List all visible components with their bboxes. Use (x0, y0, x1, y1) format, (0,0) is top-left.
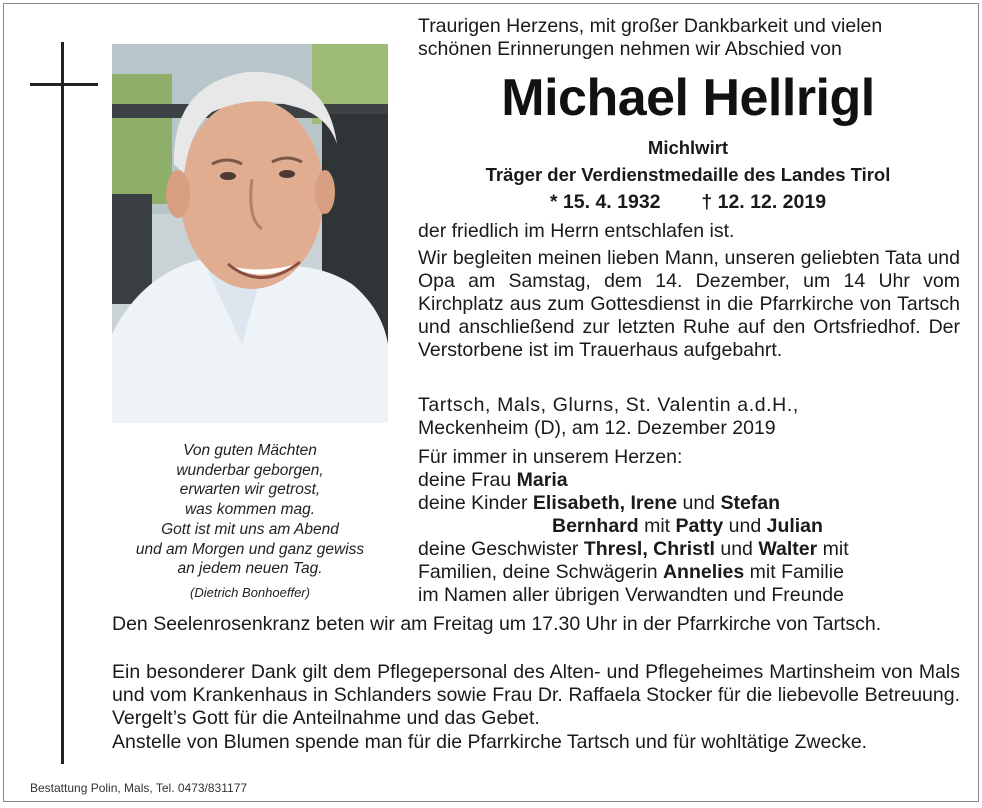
cross-icon-vertical (61, 42, 64, 764)
poem-line: erwarten wir getrost, (179, 481, 321, 499)
flowers-text: Anstelle von Blumen spende man für die Pfarrkirche Tartsch und für wohltätige Zwecke. (112, 731, 868, 753)
thanks-text: Ein besonderer Dank gilt dem Pflegepersonal des Alten- und Pflegeheimes Martinsheim von Mals und vom Krankenhaus in Schlanders sowie Frau Dr. Raffaela Stocker für die liebevolle Betreuung. Vergelt’s Gott für die Anteilnahme und das Gebet. (112, 661, 960, 729)
poem-line: und am Morgen und ganz gewiss (135, 540, 365, 558)
funeral-text: Wir begleiten meinen lieben Mann, unseren geliebten Tata und Opa am Samstag, dem 14. Dezember, um 14 Uhr vom Kirchplatz aus zum Gottesdienst in die Pfarrkirche von Tartsch und anschließend zur letzten Ruhe auf den Ortsfriedhof. Der Verstorbene ist im Trauerhaus aufgebahrt. (418, 247, 960, 361)
portrait-photo (112, 44, 388, 423)
poem-line: Gott ist mit uns am Abend (161, 520, 339, 538)
intro-line: Traurigen Herzens, mit großer Dankbarkeit und vielen (418, 15, 883, 37)
rosary-text: Den Seelenrosenkranz beten wir am Freitag um 17.30 Uhr in der Pfarrkirche von Tartsch. (112, 613, 882, 635)
family-wife: deine Frau Maria (418, 469, 568, 491)
family-children: deine Kinder Elisabeth, Irene und Stefan (418, 492, 781, 514)
family-children-2: Bernhard mit Patty und Julian (552, 515, 823, 537)
death-date: † 12. 12. 2019 (701, 191, 827, 213)
deceased-name: Michael Hellrigl (501, 69, 875, 127)
poem-line: an jedem neuen Tag. (177, 560, 323, 578)
poem-line: wunderbar geborgen, (176, 461, 324, 479)
obituary-notice (3, 3, 979, 802)
poem-line: Von guten Mächten (183, 442, 317, 459)
poem-line: was kommen mag. (184, 501, 316, 519)
family-list (418, 446, 960, 607)
place-line: Meckenheim (D), am 12. Dezember 2019 (418, 417, 776, 439)
birth-date: * 15. 4. 1932 (549, 191, 661, 213)
intro-line: schönen Erinnerungen nehmen wir Abschied von (418, 38, 842, 60)
intro-text (418, 15, 958, 61)
family-others: im Namen aller übrigen Verwandten und Freunde (418, 584, 845, 606)
poem (112, 441, 388, 603)
deceased-honor: Träger der Verdienstmedaille des Landes Tirol (485, 164, 891, 185)
family-siblings: deine Geschwister Thresl, Christl und Walter mit (418, 538, 849, 560)
poem-source: (Dietrich Bonhoeffer) (190, 584, 310, 600)
cross-icon-horizontal (30, 83, 98, 86)
peaceful-text: der friedlich im Herrn entschlafen ist. (418, 220, 735, 242)
place-line: Tartsch, Mals, Glurns, St. Valentin a.d.H., (418, 394, 799, 416)
place-date (418, 394, 960, 440)
life-dates (418, 190, 958, 214)
undertaker-info: Bestattung Polin, Mals, Tel. 0473/831177 (30, 781, 248, 795)
family-intro: Für immer in unserem Herzen: (418, 446, 683, 468)
deceased-nickname: Michlwirt (647, 137, 729, 158)
family-in-laws: Familien, deine Schwägerin Annelies mit Familie (418, 561, 844, 583)
